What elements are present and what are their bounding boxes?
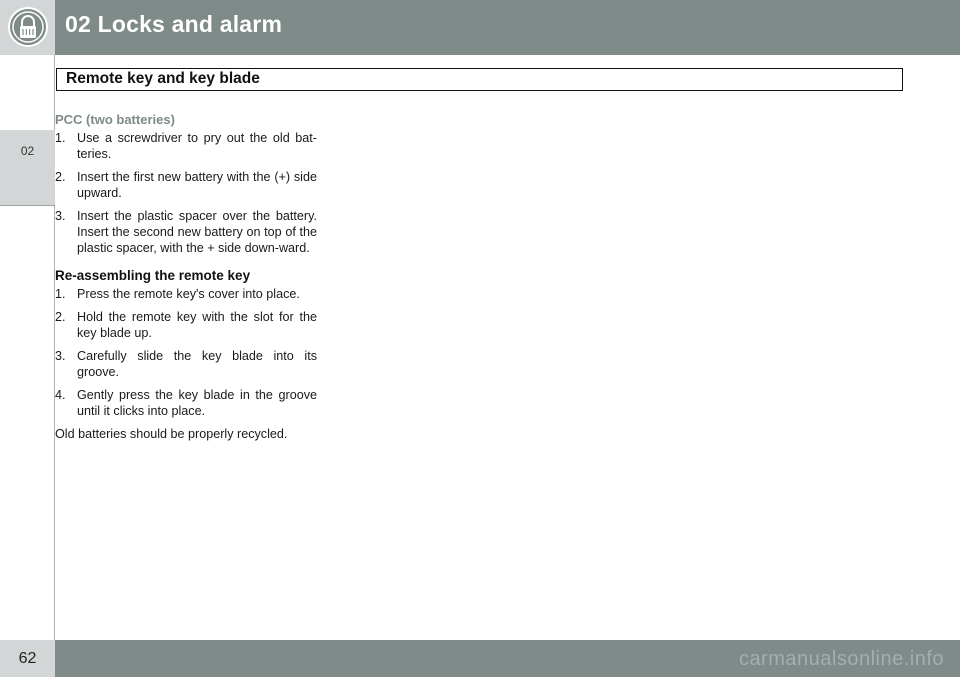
list-item: 3. Carefully slide the key blade into its groove. [55, 349, 317, 379]
list-item: 1. Use a screwdriver to pry out the old bat-teries. [55, 131, 317, 161]
page-footer [55, 640, 960, 677]
list-item: 3. Insert the plastic spacer over the battery. Insert the second new battery on top of the plastic spacer, with the + side down-ward. [55, 209, 317, 255]
recycling-note: Old batteries should be properly recycled. [55, 427, 288, 441]
list-item: 2. Hold the remote key with the slot for the key blade up. [55, 310, 317, 340]
page-number: 62 [0, 640, 55, 677]
main-content [55, 112, 317, 442]
chapter-icon-area [0, 0, 55, 55]
reassembly-steps [55, 286, 317, 419]
pcc-steps [55, 130, 317, 256]
list-item: 2. Insert the first new battery with the (+) side upward. [55, 170, 317, 200]
padlock-icon [7, 6, 49, 48]
reassembly-heading: Re-assembling the remote key [55, 268, 251, 283]
chapter-tab-column [0, 0, 55, 677]
pcc-heading: PCC (two batteries) [55, 112, 175, 127]
list-item: 1. Press the remote key's cover into place. [55, 287, 300, 301]
watermark: carmanualsonline.info [738, 648, 944, 670]
section-title-box [56, 68, 903, 91]
chapter-tab: 02 [0, 130, 55, 206]
page-header [55, 0, 960, 55]
section-title: Remote key and key blade [66, 70, 260, 87]
chapter-title: 02 Locks and alarm [65, 11, 283, 37]
list-item: 4. Gently press the key blade in the groove until it clicks into place. [55, 388, 317, 418]
